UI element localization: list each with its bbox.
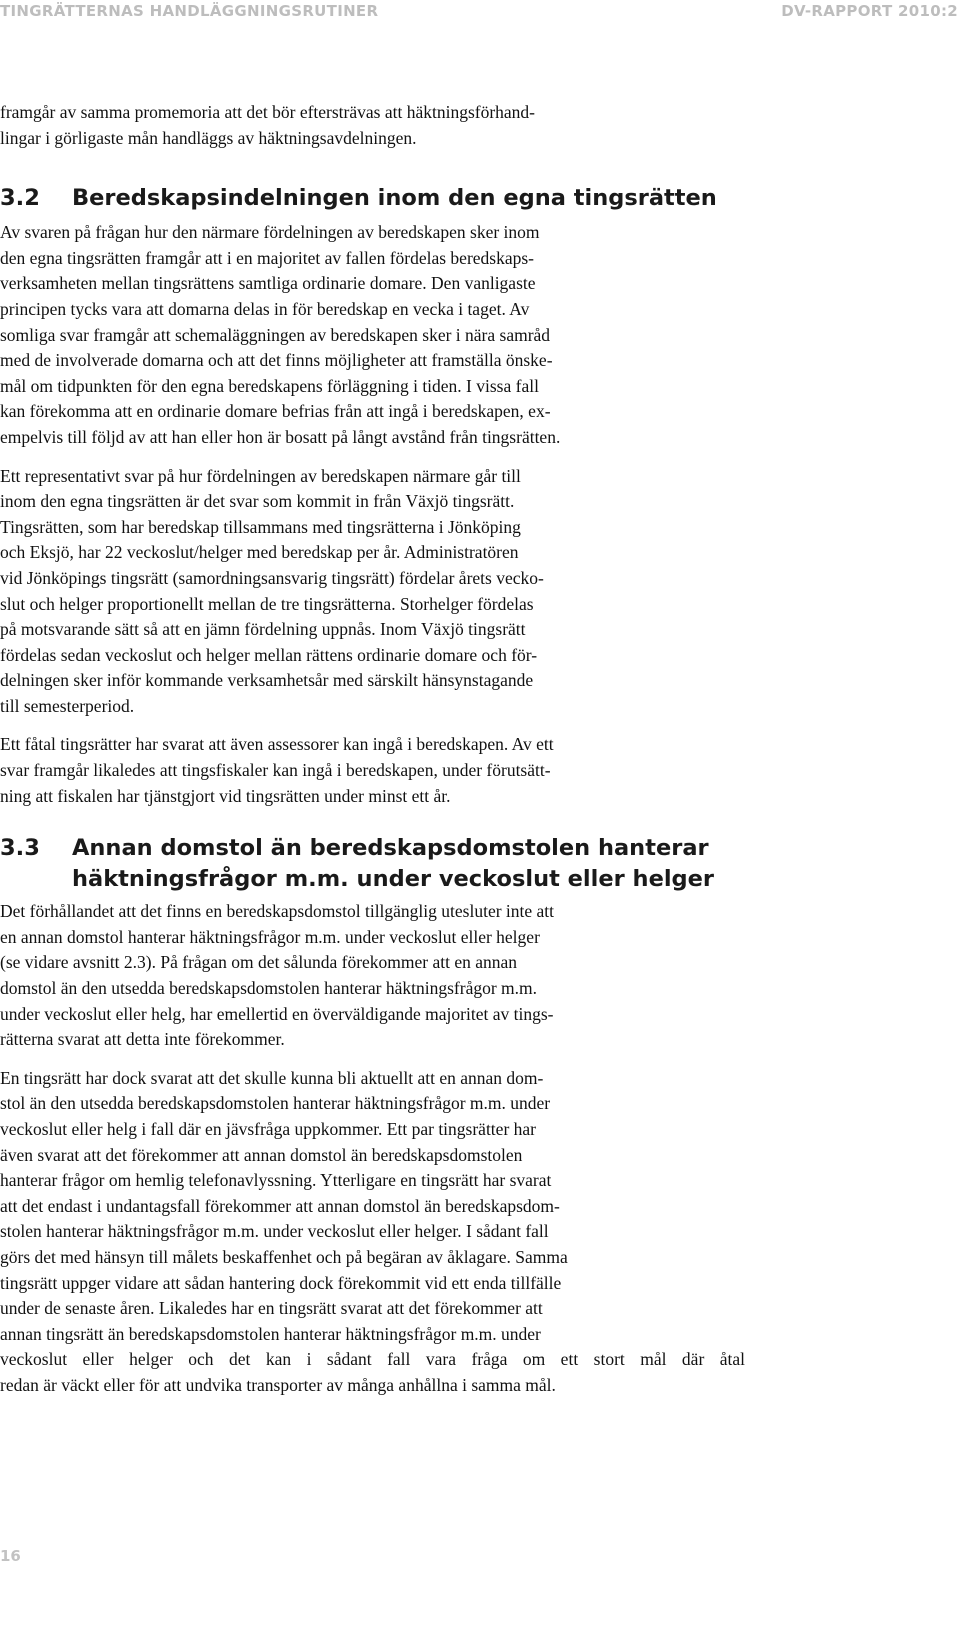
text-line: veckoslut eller helg i fall där en jävsfråga uppkommer. Ett par tingsrätter har: [0, 1119, 536, 1139]
page-body: [0, 100, 745, 1399]
text-line: en annan domstol hanterar häktningsfrågor m.m. under veckoslut eller helger: [0, 926, 540, 947]
text-line: annan tingsrätt än beredskapsdomstolen hanterar häktningsfrågor m.m. under: [0, 1323, 541, 1344]
text-line: framgår av samma promemoria att det bör eftersträvas att häktningsförhand-: [0, 102, 536, 122]
text-line: Det förhållandet att det finns en beredskapsdomstol tillgänglig utesluter inte att: [0, 901, 555, 922]
body-paragraph: [0, 899, 745, 1053]
body-paragraph: [0, 464, 745, 720]
text-line: svar framgår likaledes att tingsfiskaler kan ingå i beredskapen, under förutsätt-: [0, 760, 551, 781]
text-line: med de involverade domarna och att det finns möjligheter att framställa önske-: [0, 350, 553, 371]
text-line: rätterna svarat att detta inte förekommer.: [0, 1029, 285, 1050]
text-line: till semesterperiod.: [0, 695, 135, 716]
intro-paragraph: [0, 100, 745, 151]
running-header-report-id: DV-RAPPORT 2010:2: [781, 2, 958, 20]
text-line: även svarat att det förekommer att annan domstol än beredskapsdomstolen: [0, 1144, 523, 1165]
text-line: görs det med hänsyn till målets beskaffenhet och på begäran av åklagare. Samma: [0, 1246, 568, 1267]
section-number: 3.2: [0, 185, 40, 212]
text-line: ning att fiskalen har tjänstgjort vid tingsrätten under minst ett år.: [0, 785, 451, 806]
text-line: fördelas sedan veckoslut och helger mellan rättens ordinarie domare och för-: [0, 644, 538, 665]
text-line: under de senaste åren. Likaledes har en tingsrätt svarat att det förekommer att: [0, 1298, 543, 1319]
section-title: häktningsfrågor m.m. under veckoslut eller helger: [72, 866, 714, 893]
text-line: redan är väckt eller för att undvika transporter av många anhållna i samma mål.: [0, 1374, 556, 1395]
section-heading-3-3: [0, 833, 745, 895]
text-line: under veckoslut eller helg, har emellertid en överväldigande majoritet av tings-: [0, 1003, 554, 1024]
text-line: inom den egna tingsrätten är det svar som kommit in från Växjö tingsrätt.: [0, 491, 515, 512]
body-paragraph: [0, 732, 745, 809]
body-paragraph: [0, 220, 745, 450]
text-line: och Eksjö, har 22 veckoslut/helger med beredskap per år. Administratören: [0, 542, 519, 563]
text-line: på motsvarande sätt så att en jämn fördelning uppnås. Inom Växjö tingsrätt: [0, 619, 526, 640]
section-heading-3-2: [0, 183, 745, 214]
section-number: 3.3: [0, 835, 40, 862]
text-line: Ett fåtal tingsrätter har svarat att även assessorer kan ingå i beredskapen. Av ett: [0, 734, 554, 755]
text-line: kan förekomma att en ordinarie domare befrias från att ingå i beredskapen, ex-: [0, 401, 551, 422]
text-line: mål om tidpunkten för den egna beredskapens förläggning i tiden. I vissa fall: [0, 375, 539, 396]
text-line: vid Jönköpings tingsrätt (samordningsansvarig tingsrätt) fördelar årets vecko-: [0, 567, 544, 588]
text-line: En tingsrätt har dock svarat att det skulle kunna bli aktuellt att en annan dom-: [0, 1067, 544, 1088]
text-line: stolen hanterar häktningsfrågor m.m. under veckoslut eller helger. I sådant fall: [0, 1221, 549, 1242]
text-line: Tingsrätten, som har beredskap tillsammans med tingsrätterna i Jönköping: [0, 516, 521, 537]
text-line: empelvis till följd av att han eller hon är bosatt på långt avstånd från tingsrätten.: [0, 426, 561, 447]
text-line: (se vidare avsnitt 2.3). På frågan om det sålunda förekommer att en annan: [0, 952, 518, 973]
text-line: verksamheten mellan tingsrättens samtliga ordinarie domare. Den vanligaste: [0, 273, 536, 294]
text-line: lingar i görligaste mån handläggs av häktningsavdelningen.: [0, 127, 417, 148]
section-title: Annan domstol än beredskapsdomstolen hanterar: [72, 835, 709, 862]
text-line: hanterar frågor om hemlig telefonavlyssning. Ytterligare en tingsrätt har svarat: [0, 1170, 552, 1191]
text-line: veckoslut eller helger och det kan i sådant fall vara fråga om ett stort mål där åtal: [0, 1349, 745, 1370]
text-line: somliga svar framgår att schemaläggningen av beredskapen sker i nära samråd: [0, 324, 551, 345]
page-number: 16: [0, 1547, 21, 1565]
text-line: Av svaren på frågan hur den närmare fördelningen av beredskapen sker inom: [0, 222, 540, 243]
text-line: principen tycks vara att domarna delas in för beredskap en vecka i taget. Av: [0, 298, 530, 319]
text-line: domstol än den utsedda beredskapsdomstolen hanterar häktningsfrågor m.m.: [0, 978, 538, 999]
body-paragraph: [0, 1066, 745, 1399]
text-line: den egna tingsrätten framgår att i en majoritet av fallen fördelas beredskaps-: [0, 247, 535, 268]
text-line: Ett representativt svar på hur fördelningen av beredskapen närmare går till: [0, 465, 521, 486]
text-line: stol än den utsedda beredskapsdomstolen hanterar häktningsfrågor m.m. under: [0, 1093, 551, 1114]
section-title: Beredskapsindelningen inom den egna tingsrätten: [72, 185, 717, 212]
text-line: tingsrätt uppger vidare att sådan hantering dock förekommit vid ett enda tillfälle: [0, 1272, 562, 1293]
running-header-title: TINGRÄTTERNAS HANDLÄGGNINGSRUTINER: [0, 2, 379, 20]
text-line: att det endast i undantagsfall förekommer att annan domstol än beredskapsdom-: [0, 1195, 560, 1216]
running-header: [0, 2, 960, 24]
text-line: slut och helger proportionellt mellan de tre tingsrätterna. Storhelger fördelas: [0, 593, 534, 614]
text-line: delningen sker inför kommande verksamhetsår med särskilt hänsynstagande: [0, 670, 534, 691]
